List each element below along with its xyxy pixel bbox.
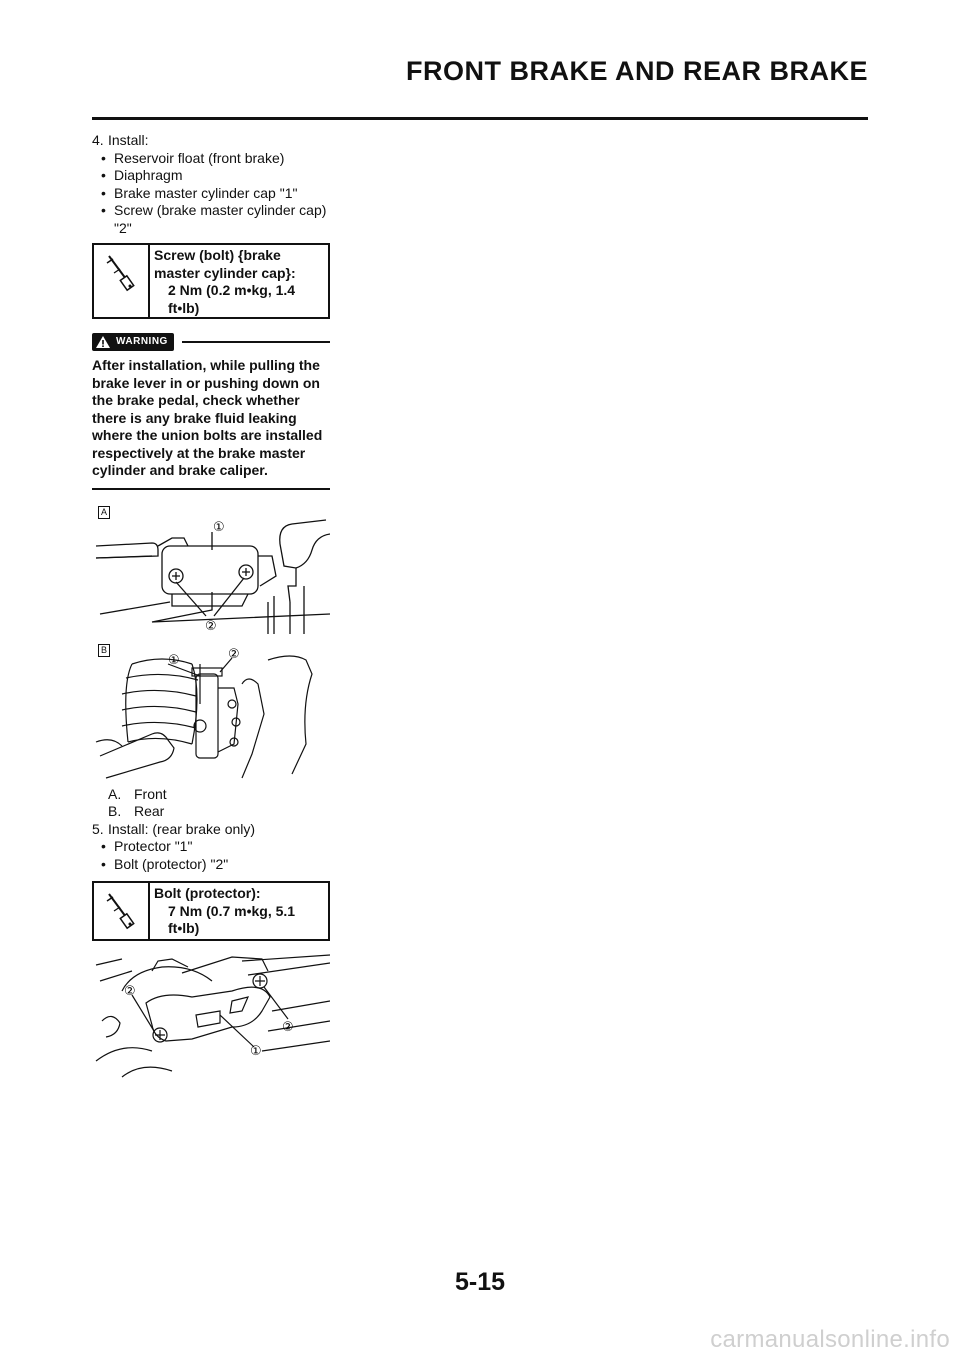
divider bbox=[182, 341, 330, 343]
figure-label: A bbox=[98, 506, 110, 519]
step-5 bbox=[92, 821, 330, 839]
torque-spec-box bbox=[92, 243, 330, 319]
figure-rear-master-cylinder bbox=[92, 644, 330, 780]
callout-1: ① bbox=[213, 519, 225, 535]
warning-label: WARNING bbox=[116, 336, 168, 348]
list-item: • Brake master cylinder cap "1" bbox=[92, 185, 330, 203]
torque-value: 7 Nm (0.7 m•kg, 5.1 ft•lb) bbox=[168, 902, 296, 936]
torque-spec-box bbox=[92, 881, 330, 941]
callout-2: ② bbox=[282, 1020, 294, 1035]
callout-1: ① bbox=[250, 1044, 262, 1059]
warning-badge bbox=[92, 333, 174, 351]
page-number: 5-15 bbox=[454, 1268, 506, 1296]
step-number: 5. bbox=[92, 820, 104, 837]
torque-wrench-icon bbox=[94, 245, 150, 317]
list-item: • Reservoir float (front brake) bbox=[92, 150, 330, 168]
warning-icon bbox=[96, 336, 110, 348]
list-item: • Diaphragm bbox=[92, 167, 330, 185]
header-rule bbox=[92, 117, 868, 120]
step-4-items bbox=[92, 150, 330, 238]
caption-a: A. Front bbox=[108, 785, 167, 802]
callout-1: ① bbox=[168, 652, 180, 668]
torque-label: Bolt (protector): bbox=[154, 885, 261, 901]
list-item: • Screw (brake master cylinder cap) "2" bbox=[92, 202, 330, 237]
callout-2: ② bbox=[205, 618, 217, 634]
torque-wrench-icon bbox=[94, 883, 150, 939]
watermark[interactable]: carmanualsonline.info bbox=[710, 1326, 950, 1353]
list-item: • Protector "1" bbox=[92, 838, 330, 856]
step-title: Install: bbox=[108, 132, 149, 148]
figure-brake-protector bbox=[92, 951, 330, 1081]
figure-front-master-cylinder bbox=[92, 506, 330, 636]
torque-value: 2 Nm (0.2 m•kg, 1.4 ft•lb) bbox=[168, 282, 296, 316]
step-title: Install: (rear brake only) bbox=[108, 820, 256, 837]
torque-label: Screw (bolt) {brake master cylinder cap}: bbox=[154, 247, 296, 281]
list-item: • Bolt (protector) "2" bbox=[92, 856, 330, 874]
warning-block bbox=[92, 333, 330, 490]
caption-b: B. Rear bbox=[108, 803, 165, 819]
step-5-items bbox=[92, 838, 330, 873]
callout-2: ② bbox=[228, 646, 240, 662]
step-number: 4. bbox=[92, 132, 104, 148]
figure-label: B bbox=[98, 644, 110, 657]
figure-captions bbox=[92, 786, 330, 821]
main-column bbox=[92, 132, 330, 1081]
step-4 bbox=[92, 132, 330, 150]
warning-text: After installation, while pulling the brake lever in or pushing down on the brake pedal, check whether there is any brake fluid leaking where the union bolts are installed respectively at the brake master cylinder and brake caliper. bbox=[92, 357, 330, 490]
callout-2: ② bbox=[124, 984, 136, 999]
page-title: FRONT BRAKE AND REAR BRAKE bbox=[406, 56, 868, 86]
